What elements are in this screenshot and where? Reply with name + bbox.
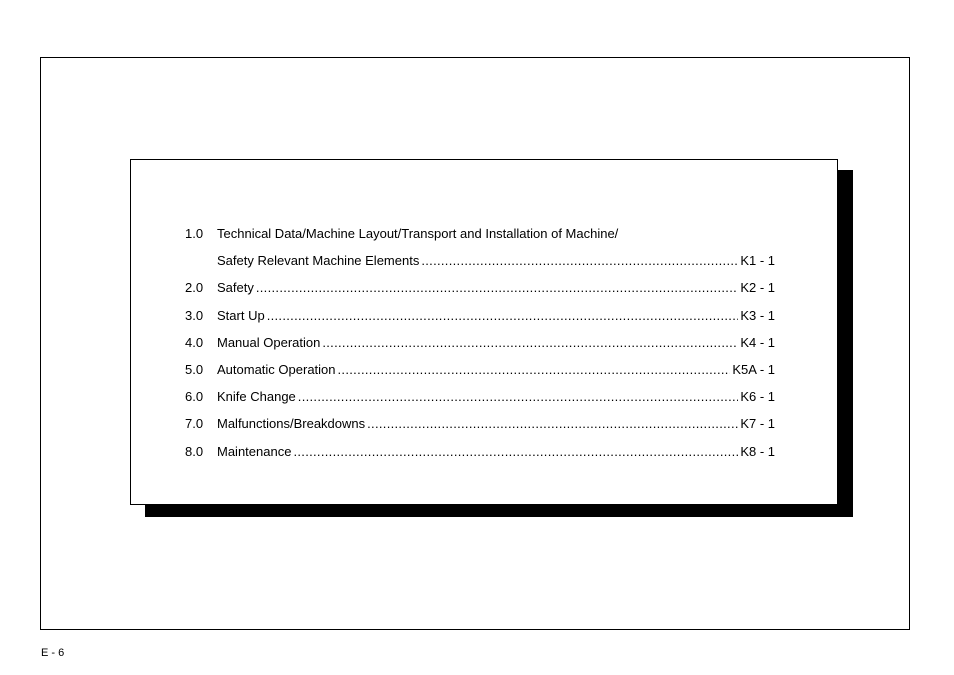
toc-dot-leader (338, 360, 731, 380)
toc-dot-leader (298, 387, 739, 407)
toc-entry-title: Safety Relevant Machine Elements (217, 253, 420, 269)
toc-entry-number: 6.0 (185, 389, 204, 405)
toc-entry-title: Technical Data/Machine Layout/Transport and Installation of Machine/ (217, 226, 619, 241)
toc-entry-page: K2 - 1 (740, 280, 775, 296)
page-number-footer: E - 6 (41, 647, 65, 659)
toc-entry-7[interactable] (185, 414, 775, 441)
toc-entry-title: Safety (217, 280, 254, 296)
toc-dot-leader (421, 251, 738, 271)
toc-entry-number: 1.0 (185, 226, 204, 241)
toc-entry-1-continuation[interactable] (185, 251, 775, 278)
toc-dot-leader (293, 442, 738, 462)
toc-entry-page: K3 - 1 (740, 307, 775, 323)
toc-entry-page: K4 - 1 (740, 334, 775, 350)
toc-entry-page: K5A - 1 (732, 361, 775, 377)
toc-entry-title: Start Up (217, 307, 265, 323)
toc-entry-page: K1 - 1 (740, 253, 775, 269)
table-of-contents (185, 224, 775, 469)
toc-entry-2[interactable] (185, 278, 775, 305)
toc-entry-8[interactable] (185, 442, 775, 469)
toc-entry-5[interactable] (185, 360, 775, 387)
toc-entry-title: Automatic Operation (217, 361, 336, 377)
toc-dot-leader (322, 333, 738, 353)
toc-entry-page: K6 - 1 (740, 389, 775, 405)
toc-entry-page: K7 - 1 (740, 416, 775, 432)
toc-entry-6[interactable] (185, 387, 775, 414)
toc-entry-number: 2.0 (185, 280, 204, 296)
toc-entry-number: 7.0 (185, 416, 204, 432)
toc-entry-page: K8 - 1 (740, 443, 775, 459)
toc-entry-title: Malfunctions/Breakdowns (217, 416, 366, 432)
toc-entry-3[interactable] (185, 306, 775, 333)
toc-dot-leader (367, 414, 738, 434)
toc-entry-title: Knife Change (217, 389, 296, 405)
toc-entry-title: Manual Operation (217, 334, 321, 350)
toc-entry-number: 3.0 (185, 307, 204, 323)
toc-entry-title: Maintenance (217, 443, 292, 459)
toc-dot-leader (256, 278, 738, 298)
toc-entry-1-heading[interactable] (185, 224, 775, 251)
table-of-contents-box (130, 159, 838, 505)
toc-entry-number: 8.0 (185, 443, 204, 459)
toc-entry-4[interactable] (185, 333, 775, 360)
toc-dot-leader (267, 306, 739, 326)
toc-entry-number: 4.0 (185, 334, 204, 350)
toc-entry-number: 5.0 (185, 361, 204, 377)
